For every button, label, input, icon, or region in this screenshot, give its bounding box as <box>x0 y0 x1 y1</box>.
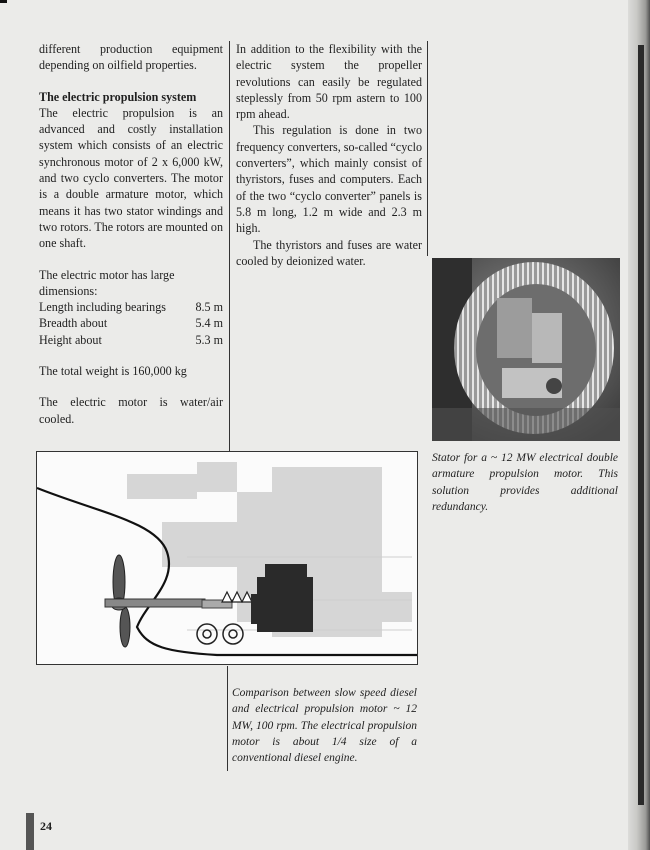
dimension-value: 8.5 m <box>195 300 223 315</box>
page-number: 24 <box>40 819 52 833</box>
text-column-right <box>236 41 422 269</box>
diagram-caption: Comparison between slow speed diesel and electrical propulsion motor ~ 12 MW, 100 rpm. The electrical propulsion motor is about 1/4 size of a conventional diesel engine. <box>232 687 417 765</box>
regulation-paragraph: This regulation is done in two frequency converters, so-called “cyclo converters”, which mainly consist of thyristors, fuses and computers. Each of the two “cyclo converter” panels is 5.8 m long, 1.2 m wide and 2.3 m high. <box>236 123 423 236</box>
shaft-bearings <box>222 592 252 602</box>
body-paragraph: The electric propulsion is an advanced and costly installation system which consists of an electric synchronous motor of 2 x 6,000 kW, and two cyclo converters. The motor is a double armature motor, which means it has two stator windings and two rotors. The rotors are mounted on one shaft. <box>39 105 223 251</box>
corner-mark <box>0 0 7 3</box>
dimension-label: Height about <box>39 332 102 347</box>
dimension-label: Length including bearings <box>39 300 166 315</box>
dimension-row <box>39 332 223 348</box>
stator-photo <box>432 258 620 441</box>
cooling-line: The electric motor is water/air cooled. <box>39 395 223 426</box>
text-column-left <box>39 41 223 427</box>
weight-line: The total weight is 160,000 kg <box>39 364 187 379</box>
propulsion-comparison-diagram <box>36 451 418 665</box>
cooling-paragraph: The thyristors and fuses are water cooled by deionized water. <box>236 237 422 268</box>
flexibility-paragraph: In addition to the flexibility with the electric system the propeller revolutions can easily be regulated steplessly from 50 rpm astern to 100 rpm ahead. <box>236 42 422 122</box>
dimension-label: Breadth about <box>39 316 108 331</box>
dimension-row <box>39 315 223 331</box>
dimension-value: 5.3 m <box>195 332 223 347</box>
dimension-value: 5.4 m <box>195 316 223 331</box>
propeller-shaft <box>105 599 205 607</box>
stator-caption: Stator for a ~ 12 MW electrical double armature propulsion motor. This solution provides additional redundancy. <box>432 452 618 513</box>
column-rule-right <box>427 41 428 256</box>
dimension-row <box>39 299 223 315</box>
caption-rule <box>227 666 228 771</box>
column-rule-left <box>229 41 230 451</box>
dimensions-block <box>39 267 223 348</box>
section-heading: The electric propulsion system <box>39 89 197 104</box>
diagram-graphic <box>37 452 417 664</box>
page-number-bar <box>26 813 34 850</box>
dimensions-intro: The electric motor has large dimensions: <box>39 267 175 298</box>
binding-edge <box>638 45 644 805</box>
intro-paragraph: different production equipment depending on oilfield properties. <box>39 42 223 73</box>
support-wheels <box>197 624 243 644</box>
